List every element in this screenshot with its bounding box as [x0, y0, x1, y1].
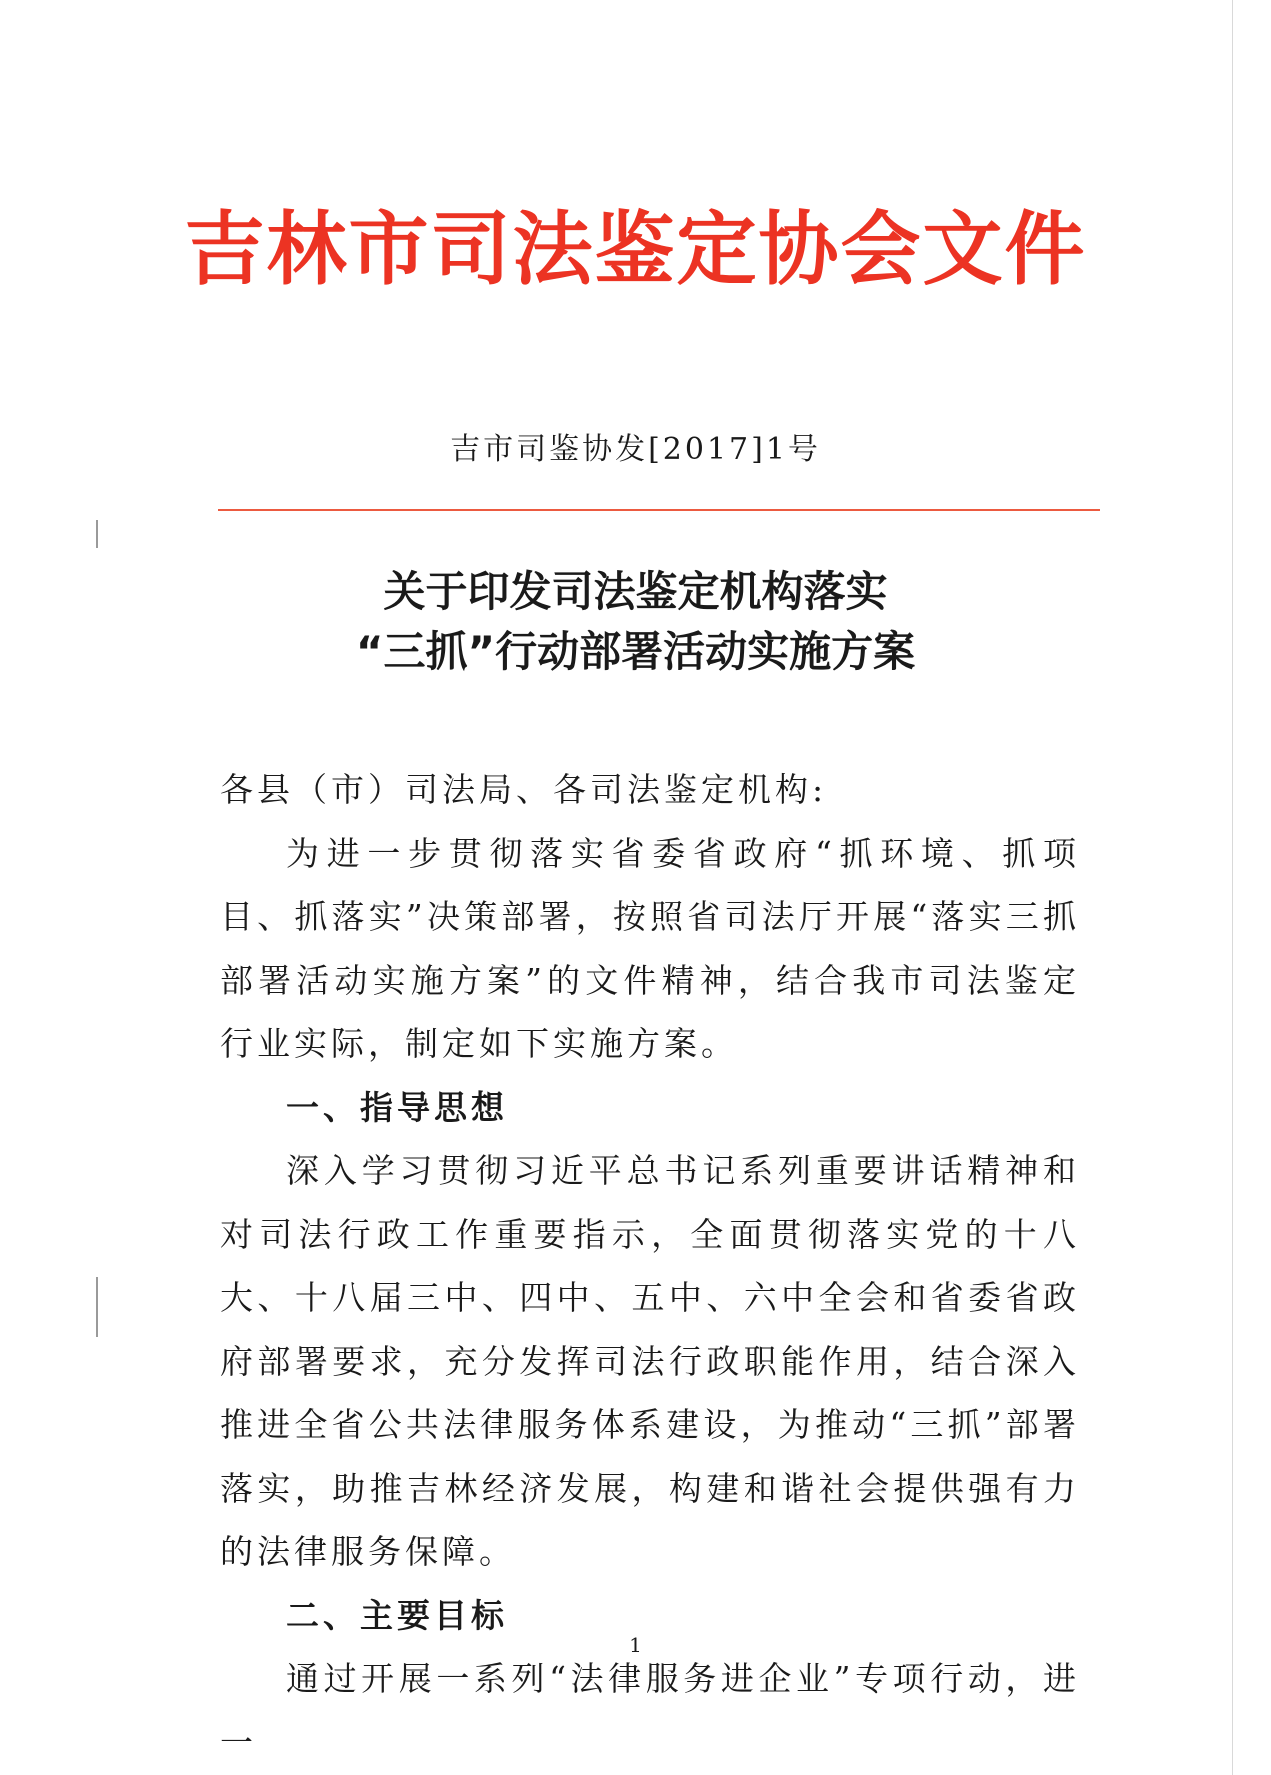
section-1-paragraph: 深入学习贯彻习近平总书记系列重要讲话精神和对司法行政工作重要指示，全面贯彻落实党的十八大、十八届三中、四中、五中、六中全会和省委省政府部署要求，充分发挥司法行政职能作用，结合深入推进全省公共法律服务体系建设，为推动“三抓”部署落实，助推吉林经济发展，构建和谐社会提供强有力的法律服务保障。 — [220, 1151, 1080, 1571]
binding-hole-mark-top — [96, 520, 98, 548]
intro-paragraph: 为进一步贯彻落实省委省政府“抓环境、抓项目、抓落实”决策部署，按照省司法厅开展“落实三抓部署活动实施方案”的文件精神，结合我市司法鉴定行业实际，制定如下实施方案。 — [220, 833, 1080, 1063]
binding-hole-mark-bottom — [96, 1277, 98, 1337]
section-2-paragraph: 通过开展一系列“法律服务进企业”专项行动，进一 — [220, 1659, 1080, 1762]
document-number: 吉市司鉴协发[2017]1号 — [450, 432, 821, 467]
issuing-authority-header: 吉林市司法鉴定协会文件 — [184, 203, 1087, 296]
salutation: 各县（市）司法局、各司法鉴定机构: — [220, 770, 828, 809]
section-heading-main-goals: 二、主要目标 — [286, 1595, 508, 1635]
document-title-line-1: 关于印发司法鉴定机构落实 — [383, 567, 888, 616]
document-title — [0, 562, 1271, 682]
section-heading-guiding-ideology: 一、指导思想 — [286, 1087, 508, 1127]
red-separator-line — [218, 509, 1100, 511]
document-title-line-2: “三抓”行动部署活动实施方案 — [355, 627, 916, 676]
page-number: 1 — [629, 1633, 642, 1657]
document-body — [220, 758, 1080, 1774]
